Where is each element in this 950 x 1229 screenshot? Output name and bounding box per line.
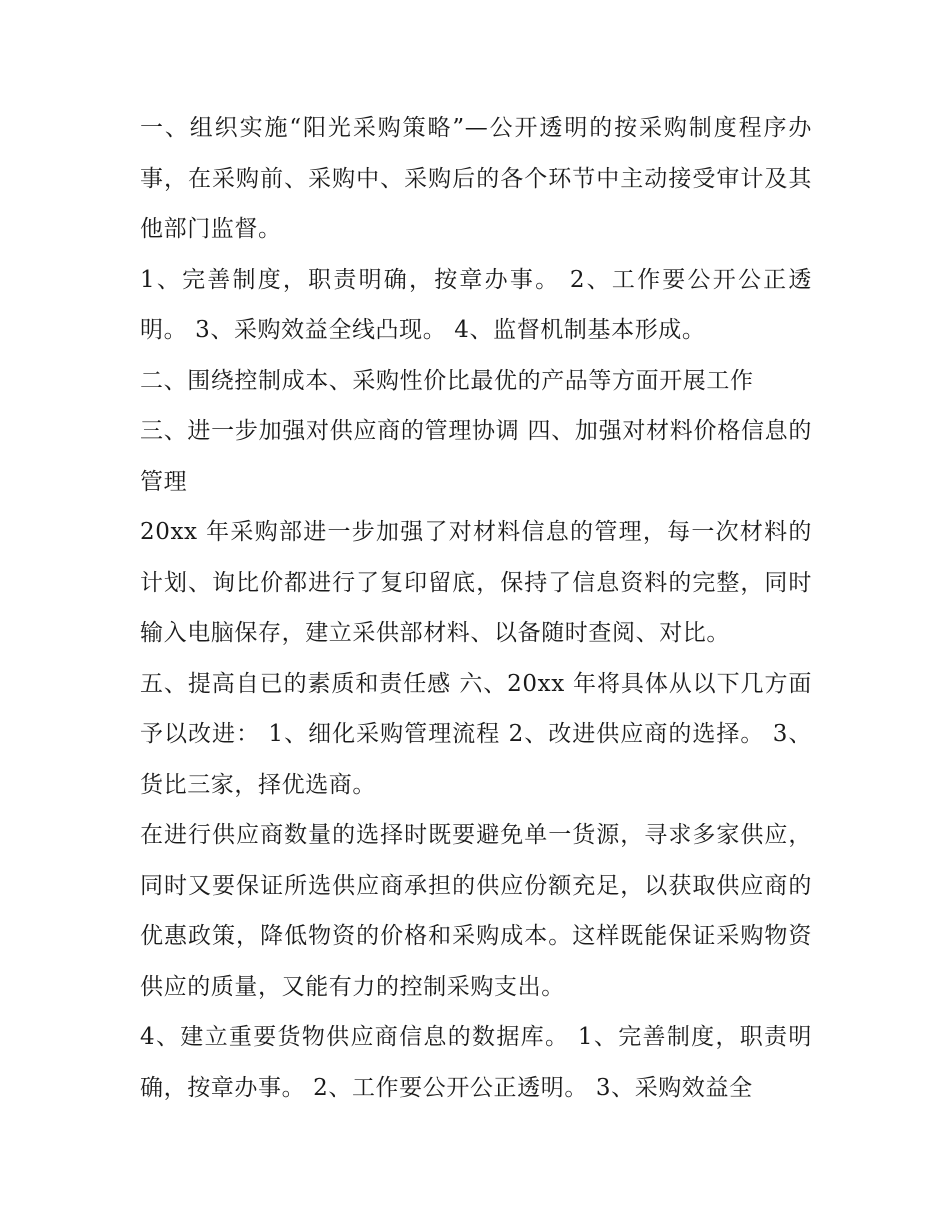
paragraph-5: 20xx 年采购部进一步加强了对材料信息的管理，每一次材料的计划、询比价都进行了复印留底，保持了信息资料的完整，同时输入电脑保存，建立采供部材料、以备随时查阅、对比。 <box>140 519 812 646</box>
paragraph-7: 在进行供应商数量的选择时既要避免单一货源，寻求多家供应，同时又要保证所选供应商承担的供应份额充足，以获取供应商的优惠政策，降低物资的价格和采购成本。这样既能保证采购物资供应的质量，又能有力的控制采购支出。 <box>140 822 812 1000</box>
paragraph-1: 一、组织实施“阳光采购策略”—公开透明的按采购制度程序办事，在采购前、采购中、采购后的各个环节中主动接受审计及其他部门监督。 <box>140 115 812 242</box>
paragraph-3: 二、围绕控制成本、采购性价比最优的产品等方面开展工作 <box>140 367 754 394</box>
document-body <box>140 103 812 1113</box>
paragraph-4: 三、进一步加强对供应商的管理协调 四、加强对材料价格信息的管理 <box>140 418 812 495</box>
paragraph-6: 五、提高自已的素质和责任感 六、20xx 年将具体从以下几方面予以改进： 1、细化采购管理流程 2、改进供应商的选择。 3、货比三家，择优选商。 <box>140 670 812 798</box>
paragraph-8: 4、建立重要货物供应商信息的数据库。 1、完善制度，职责明确，按章办事。 2、工作要公开公正透明。 3、采购效益全 <box>140 1024 812 1101</box>
paragraph-2: 1、完善制度，职责明确，按章办事。 2、工作要公开公正透明。 3、采购效益全线凸现。 4、监督机制基本形成。 <box>140 266 812 343</box>
